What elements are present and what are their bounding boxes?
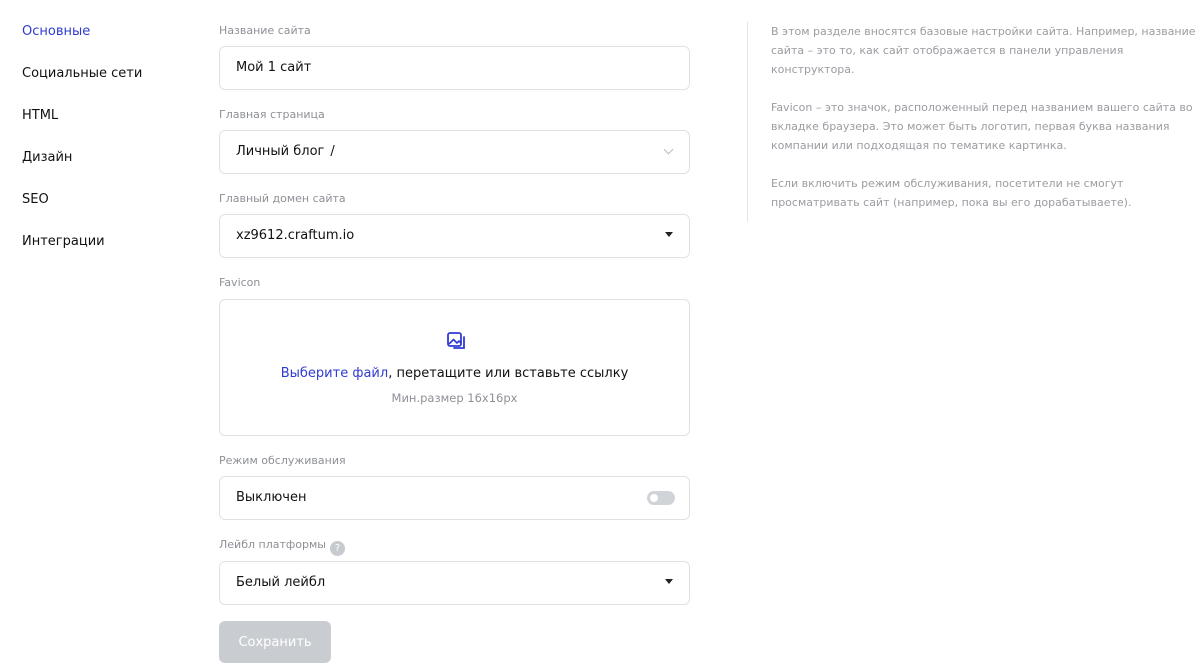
choose-file-link[interactable]: Выберите файл	[280, 366, 389, 381]
chevron-down-icon	[664, 145, 674, 155]
site-name-value: Мой 1 сайт	[236, 60, 312, 75]
platform-label-text: Лейбл платформы	[219, 538, 326, 551]
home-page-label: Главная страница	[219, 108, 325, 121]
home-page-select[interactable]	[219, 130, 690, 174]
info-panel	[747, 22, 1197, 222]
caret-down-icon	[665, 579, 673, 584]
maintenance-status: Выключен	[236, 490, 307, 505]
upload-instructions: , перетащите или вставьте ссылку	[388, 366, 629, 381]
maintenance-toggle[interactable]	[647, 491, 675, 505]
favicon-label: Favicon	[219, 276, 261, 289]
caret-down-icon	[665, 232, 673, 237]
domain-label: Главный домен сайта	[219, 192, 346, 205]
maintenance-label: Режим обслуживания	[219, 454, 346, 467]
favicon-upload-text	[220, 366, 689, 381]
info-paragraph-basic: В этом разделе вносятся базовые настройки сайта. Например, название сайта – это то, как сайт отображается в панели управления конструктора.	[771, 25, 1196, 76]
help-icon[interactable]: ?	[330, 541, 345, 556]
toggle-knob	[650, 494, 658, 502]
home-page-name: Личный блог	[236, 144, 325, 159]
save-button[interactable]: Сохранить	[219, 621, 331, 663]
site-name-label: Название сайта	[219, 24, 311, 37]
platform-label-value: Белый лейбл	[236, 575, 326, 590]
favicon-dropzone[interactable]	[219, 299, 690, 436]
domain-value: xz9612.craftum.io	[236, 228, 355, 243]
sidebar-item-basic[interactable]: Основные	[22, 24, 91, 39]
settings-sidebar	[0, 0, 200, 668]
sidebar-item-html[interactable]: HTML	[22, 108, 59, 123]
image-upload-icon	[446, 331, 466, 351]
sidebar-item-seo[interactable]: SEO	[22, 192, 49, 207]
platform-label-select[interactable]	[219, 561, 690, 605]
site-name-input[interactable]	[219, 46, 690, 90]
platform-label-label	[219, 538, 345, 556]
domain-select[interactable]	[219, 214, 690, 258]
sidebar-item-integrations[interactable]: Интеграции	[22, 234, 105, 249]
sidebar-item-design[interactable]: Дизайн	[22, 150, 73, 165]
home-page-value	[236, 144, 335, 159]
home-page-path: /	[330, 144, 335, 159]
sidebar-item-social[interactable]: Социальные сети	[22, 66, 143, 81]
info-paragraph-maintenance: Если включить режим обслуживания, посетители не смогут просматривать сайт (например, пока вы его дорабатываете).	[771, 177, 1132, 209]
maintenance-field	[219, 476, 690, 520]
info-paragraph-favicon: Favicon – это значок, расположенный перед названием вашего сайта во вкладке браузера. Это может быть логотип, первая буква названия компании или подходящая по тематике картинка.	[771, 101, 1193, 152]
favicon-min-size-hint: Мин.размер 16x16px	[391, 391, 518, 405]
